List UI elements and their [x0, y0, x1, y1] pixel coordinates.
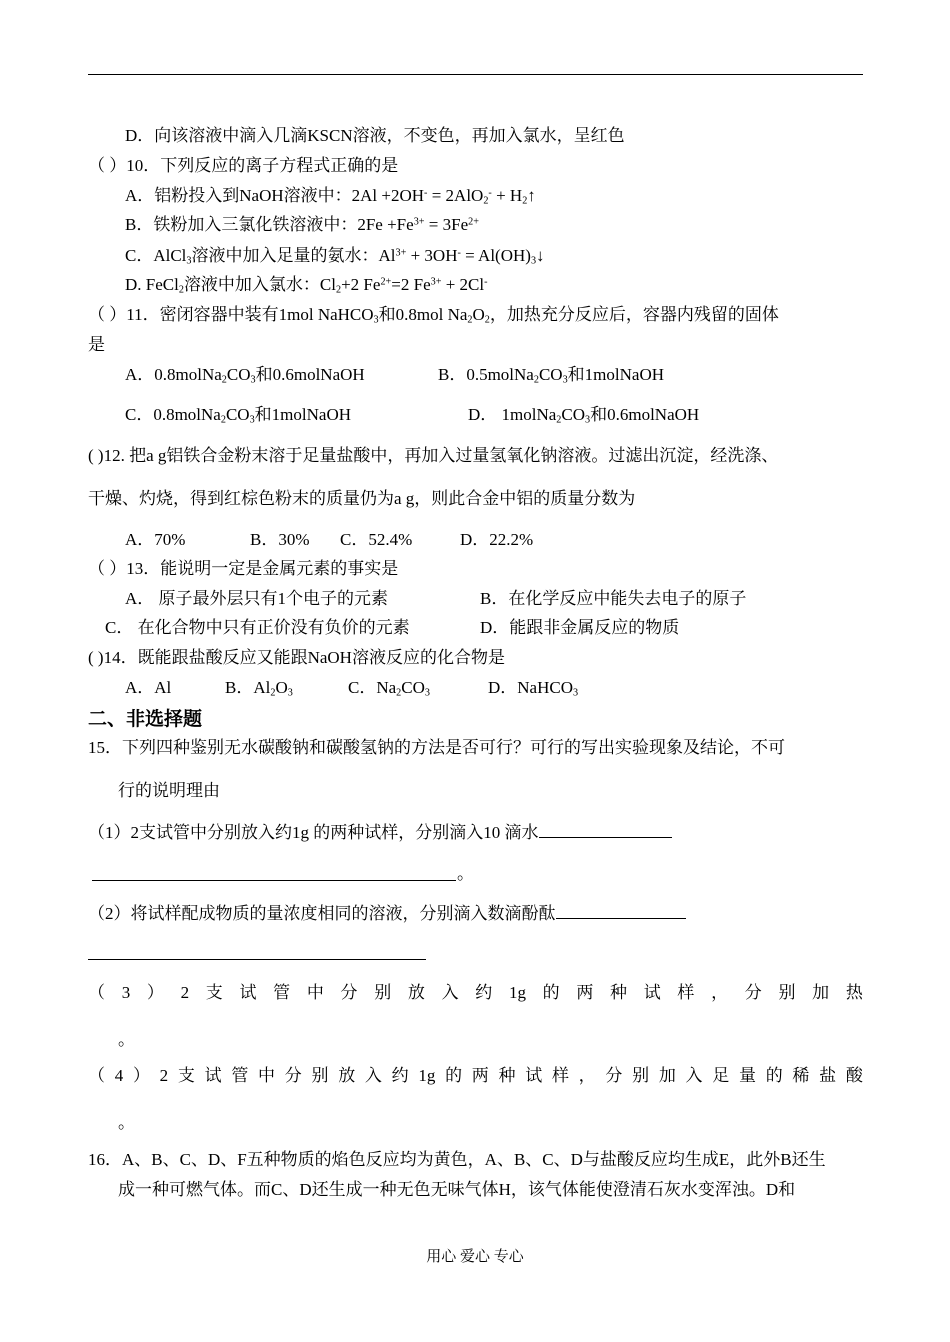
q12-option-c: C．52.4% [340, 530, 413, 549]
q15-part4 [88, 1066, 863, 1086]
q9-option-d: D．向该溶液中滴入几滴KSCN溶液，不变色，再加入氯水，呈红色 [125, 126, 625, 145]
q16-stem: 16．A、B、C、D、F五种物质的焰色反应均为黄色，A、B、C、D与盐酸反应均生成E，此外B还生 [88, 1150, 826, 1169]
spaced-char: 3 [121, 983, 131, 1002]
q10-option-d: D. FeCl$_2$溶液中加入氯水：$Cl_2+2$ $Fe^{2+}=2$ $Fe^{3+} + 2Cl^-$ [125, 275, 488, 296]
q10-stem: （ ）10．下列反应的离子方程式正确的是 [88, 156, 399, 175]
spaced-char: 别 [632, 1066, 650, 1085]
spaced-char: 的 [542, 983, 560, 1002]
q15-part3 [88, 983, 863, 1003]
q13-option-d: D．能跟非金属反应的物质 [480, 618, 680, 637]
spaced-char: 管 [231, 1066, 249, 1085]
spaced-char: 盐 [819, 1066, 837, 1085]
answer-blank[interactable] [556, 903, 686, 919]
spaced-char: 1g [508, 983, 526, 1002]
q15-stem: 15．下列四种鉴别无水碳酸钠和碳酸氢钠的方法是否可行？可行的写出实验现象及结论，不可 [88, 738, 785, 757]
spaced-char: 样 [551, 1066, 569, 1085]
q15-stem-continued: 行的说明理由 [118, 781, 220, 800]
spaced-char: 支 [205, 983, 223, 1002]
spaced-char: 分 [744, 983, 762, 1002]
q14-option-c: C．$Na_2CO_3$ [348, 678, 430, 699]
q11-stem: （ ）11．密闭容器中装有1mol NaHCO$_3$和0.8mol $Na_2O_2$，加热充分反应后，容器内残留的固体 [88, 305, 779, 326]
q11-option-c: C．$0.8molNa_2CO_3$和1molNaOH [125, 405, 351, 426]
spaced-char: 种 [498, 1066, 516, 1085]
spaced-char: 分 [340, 983, 358, 1002]
q11-stem-continued: 是 [88, 335, 105, 354]
spaced-char: 别 [778, 983, 796, 1002]
q15-part1: （1）2支试管中分别放入约1g 的两种试样，分别滴入10 滴水 [88, 822, 672, 843]
spaced-char: 支 [177, 1066, 195, 1085]
q12-stem-continued: 干燥、灼烧，得到红棕色粉末的质量仍为a g，则此合金中铝的质量分数为 [88, 489, 636, 508]
page-footer: 用心 爱心 专心 [426, 1249, 524, 1265]
spaced-char: 放 [338, 1066, 356, 1085]
q12-option-d: D．22.2% [460, 530, 534, 549]
spaced-char: 入 [364, 1066, 382, 1085]
spaced-char: 的 [765, 1066, 783, 1085]
spaced-char: ） [132, 1066, 150, 1085]
spaced-char: ， [578, 1066, 596, 1085]
spaced-char: 两 [471, 1066, 489, 1085]
q13-option-b: B．在化学反应中能失去电子的原子 [480, 589, 747, 608]
answer-line[interactable] [88, 959, 426, 960]
q14-option-a: A．Al [125, 678, 172, 697]
q13-option-a: A． 原子最外层只有1个电子的元素 [125, 589, 389, 608]
q15-part1-end: 。 [457, 864, 474, 883]
spaced-char: 分 [284, 1066, 302, 1085]
q14-option-d: D．NaHCO$_3$ [488, 678, 579, 699]
q15-part3-end: 。 [118, 1030, 135, 1049]
spaced-char: 管 [273, 983, 291, 1002]
spaced-char: 两 [576, 983, 594, 1002]
spaced-char: 入 [685, 1066, 703, 1085]
spaced-char: 的 [445, 1066, 463, 1085]
spaced-char: 加 [658, 1066, 676, 1085]
spaced-char: 分 [605, 1066, 623, 1085]
q16-stem-continued: 成一种可燃气体。而C、D还生成一种无色无味气体H，该气体能使澄清石灰水变浑浊。D和 [118, 1180, 796, 1199]
spaced-char: 种 [610, 983, 627, 1002]
spaced-char: 中 [306, 983, 324, 1002]
spaced-char: 试 [525, 1066, 543, 1085]
spaced-char: 2 [180, 983, 190, 1002]
spaced-char: 4 [114, 1066, 124, 1085]
spaced-char: 试 [643, 983, 661, 1002]
spaced-char: 酸 [845, 1066, 863, 1085]
spaced-char: 试 [204, 1066, 222, 1085]
header-rule [88, 74, 863, 75]
q11-option-d: D． $1molNa_2CO_3$和0.6molNaOH [468, 405, 700, 426]
spaced-char: 别 [374, 983, 392, 1002]
q12-stem: ( )12. 把a g铝铁合金粉末溶于足量盐酸中，再加入过量氢氧化钠溶液。过滤出沉淀，经洗涤、 [88, 446, 779, 465]
spaced-char: 2 [159, 1066, 169, 1085]
spaced-char: 热 [845, 983, 863, 1002]
q11-option-a: A．$0.8molNa_2CO_3$和0.6molNaOH [125, 365, 365, 386]
spaced-char: 放 [407, 983, 425, 1002]
q13-stem: （ ）13．能说明一定是金属元素的事实是 [88, 559, 399, 578]
spaced-char: 足 [712, 1066, 730, 1085]
q12-option-a: A．70% [125, 530, 186, 549]
q11-option-b: B．$0.5molNa_2CO_3$和1molNaOH [438, 365, 664, 386]
spaced-char: 中 [258, 1066, 276, 1085]
q12-option-b: B．30% [250, 530, 310, 549]
answer-blank[interactable] [539, 822, 672, 838]
q15-part2: （2）将试样配成物质的量浓度相同的溶液，分别滴入数滴酚酞 [88, 903, 686, 924]
spaced-char: （ [88, 1066, 105, 1085]
spaced-char: 约 [391, 1066, 409, 1085]
q14-stem: ( )14．既能跟盐酸反应又能跟NaOH溶液反应的化合物是 [88, 648, 505, 667]
spaced-char: 加 [812, 983, 830, 1002]
q10-option-b: B．铁粉加入三氯化铁溶液中：$2Fe +Fe^{3+} = 3Fe^{2+}$ [125, 215, 479, 234]
spaced-char: 入 [441, 983, 459, 1002]
answer-line[interactable] [92, 880, 456, 881]
spaced-char: 别 [311, 1066, 329, 1085]
spaced-char: ， [711, 983, 729, 1002]
spaced-char: 约 [475, 983, 493, 1002]
q15-part4-end: 。 [118, 1113, 135, 1132]
spaced-char: ） [146, 983, 164, 1002]
q13-option-c: C． 在化合物中只有正价没有负价的元素 [105, 618, 410, 637]
q14-option-b: B．$Al_2O_3$ [225, 678, 293, 699]
spaced-char: 1g [418, 1066, 436, 1085]
spaced-char: 试 [239, 983, 257, 1002]
spaced-char: 样 [677, 983, 695, 1002]
q10-option-c: C．AlCl$_3$溶液中加入足量的氨水：$Al^{3+} + 3OH^-$ = $Al(OH)_3↓$ [125, 246, 545, 267]
q10-option-a: A．铝粉投入到NaOH溶液中：$2Al +2OH^- = 2AlO_2^- + H_2↑$ [125, 186, 536, 207]
spaced-char: 稀 [792, 1066, 810, 1085]
section-heading: 二、非选择题 [88, 708, 203, 730]
spaced-char: （ [88, 983, 105, 1002]
spaced-char: 量 [738, 1066, 756, 1085]
